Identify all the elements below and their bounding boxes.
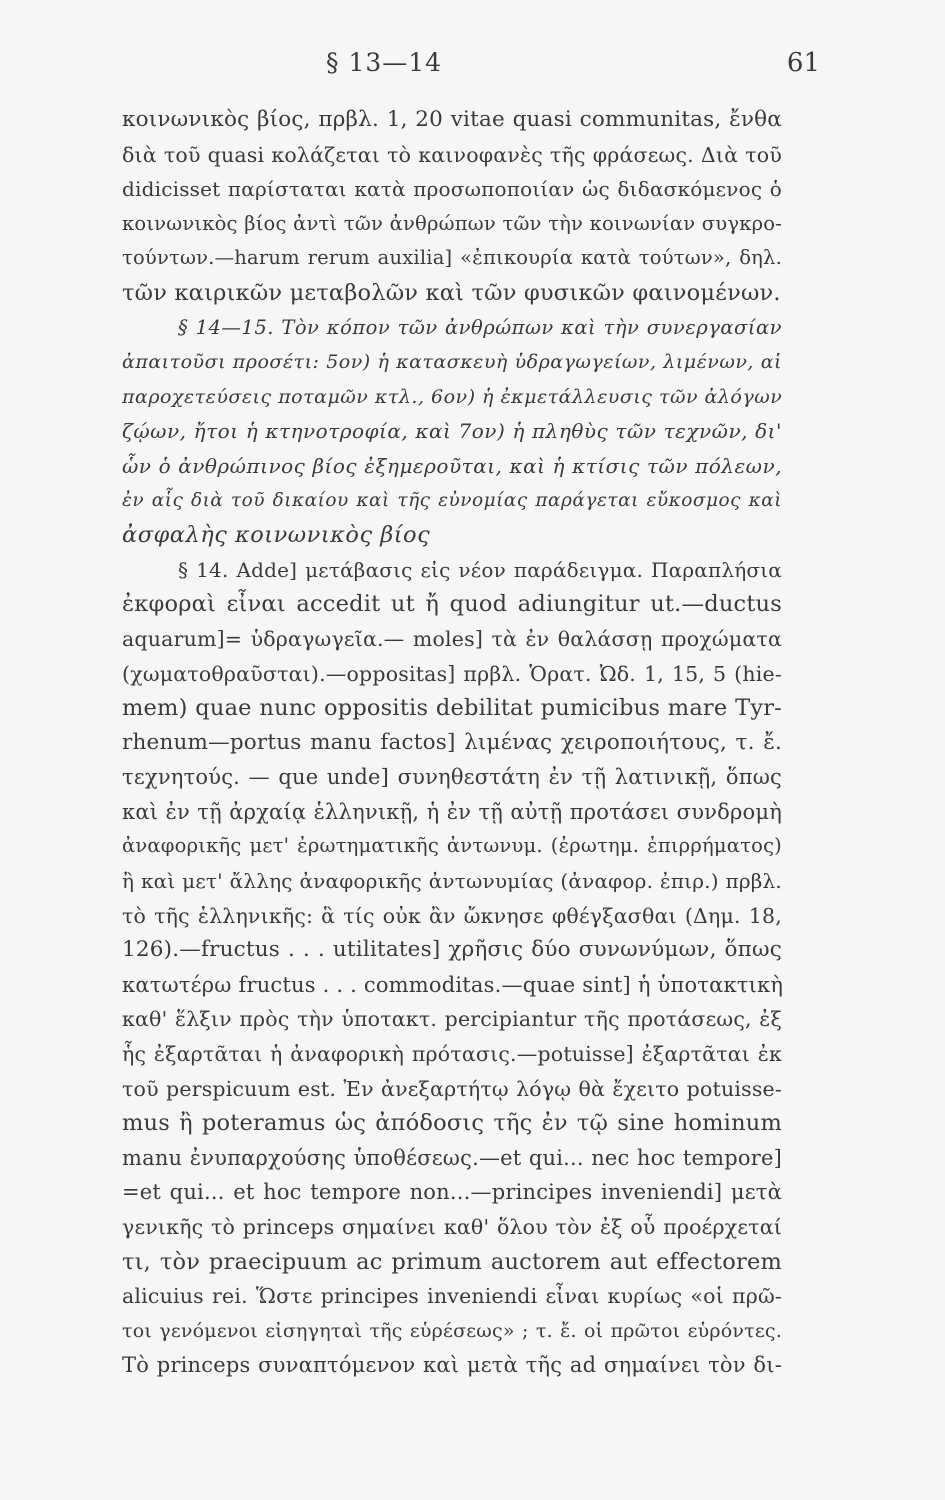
text-line: καὶ ἐν τῇ ἀρχαίᾳ ἑλληνικῇ, ἡ ἐν τῇ αὐτῇ προτάσει συνδρομὴ <box>122 799 782 824</box>
page-header <box>0 48 945 88</box>
text-line: § 14—15. Τὸν κόπον τῶν ἀνθρώπων καὶ τὴν συνεργασίαν <box>178 315 782 339</box>
text-line: τούντων.—harum rerum auxilia] «ἐπικουρία κατὰ τούτων», δηλ. <box>122 246 782 270</box>
text-line: τι, τὸν praecipuum ac primum auctorem aut effectorem <box>122 1248 782 1275</box>
page-number: 61 <box>786 48 820 78</box>
text-line: ὧν ὁ ἀνθρώπινος βίος ἐξημεροῦται, καὶ ἡ κτίσις τῶν πόλεων, <box>122 453 782 478</box>
text-line: γενικῆς τὸ princeps σημαίνει καθ' ὅλου τὸν ἐξ οὗ προέρχεταί <box>122 1215 782 1239</box>
text-line: ἀπαιτοῦσι προσέτι: 5ον) ἡ κατασκευὴ ὑδραγωγείων, λιμένων, αἱ <box>122 351 782 374</box>
text-line: alicuius rei. Ὥστε principes inveniendi εἶναι κυρίως «οἱ πρῶ- <box>122 1284 782 1309</box>
text-line: τοῦ perspicuum est. Ἐν ἀνεξαρτήτῳ λόγῳ θὰ ἔχειτο potuisse- <box>122 1076 782 1101</box>
text-line: ζῴων, ἤτοι ἡ κτηνοτροφία, καὶ 7ον) ἡ πληθὺς τῶν τεχνῶν, δι' <box>122 419 782 444</box>
text-line: ἀσφαλὴς κοινωνικὸς βίος <box>122 522 431 549</box>
text-line: παροχετεύσεις ποταμῶν κτλ., 6ον) ἡ ἐκμετάλλευσις τῶν ἀλόγων <box>122 385 783 408</box>
text-line: ἐν αἷς διὰ τοῦ δικαίου καὶ τῆς εὐνομίας παράγεται εὔκοσμος καὶ <box>122 489 782 511</box>
text-line: manu ἐνυπαρχούσης ὑποθέσεως.—et qui... nec hoc tempore] <box>122 1145 782 1170</box>
text-line: § 14. Adde] μετάβασις εἰς νέον παράδειγμα. Παραπλήσια <box>178 557 782 582</box>
text-line: ἢ καὶ μετ' ἄλλης ἀναφορικῆς ἀντωνυμίας (ἀναφορ. ἐπιρ.) πρβλ. <box>122 869 782 894</box>
text-line: (χωματοθραῦσται).—oppositas] πρβλ. Ὁρατ. Ὠδ. 1, 15, 5 (hie- <box>122 661 782 686</box>
text-line: κοινωνικὸς βίος ἀντὶ τῶν ἀνθρώπων τῶν τὴν κοινωνίαν συγκρο- <box>122 211 782 235</box>
section-reference: § 13—14 <box>326 48 443 77</box>
text-line: rhenum—portus manu factos] λιμένας χειροποιήτους, τ. ἔ. <box>122 729 782 755</box>
text-line: ἐκφοραὶ εἶναι accedit ut ἤ quod adiungitur ut.—ductus <box>122 591 782 618</box>
text-line: κοινωνικὸς βίος, πρβλ. 1, 20 vitae quasi communitas, ἔνθα <box>122 107 782 132</box>
text-line: τῶν καιρικῶν μεταβολῶν καὶ τῶν φυσικῶν φαινομένων. <box>122 279 781 306</box>
text-line: καθ' ἕλξιν πρὸς τὴν ὑποτακτ. percipiantur τῆς προτάσεως, ἐξ <box>122 1007 782 1032</box>
text-line: κατωτέρω fructus . . . commoditas.—quae sint] ἡ ὑποτακτικὴ <box>122 972 784 997</box>
text-line: Τὸ princeps συναπτόμενον καὶ μετὰ τῆς ad σημαίνει τὸν δι- <box>122 1353 782 1378</box>
text-line: τὸ τῆς ἑλληνικῆς: ἃ τίς οὐκ ἂν ὤκνησε φθέγξασθαι (Δημ. 18, <box>122 903 782 928</box>
text-line: mus ἢ poteramus ὡς ἀπόδοσις τῆς ἐν τῷ sine hominum <box>122 1110 782 1137</box>
text-line: ἧς ἐξαρτᾶται ἡ ἀναφορικὴ πρότασις.—potuisse] ἐξαρτᾶται ἐκ <box>122 1042 782 1067</box>
text-line: τεχνητούς. — que unde] συνηθεστάτη ἐν τῇ λατινικῇ, ὅπως <box>122 765 782 790</box>
text-line: didicisset παρίσταται κατὰ προσωποποιίαν ὡς διδασκόμενος ὁ <box>122 177 782 202</box>
text-line: mem) quae nunc oppositis debilitat pumicibus mare Tyr- <box>122 695 782 722</box>
text-line: aquarum]= ὑδραγωγεῖα.— moles] τὰ ἐν θαλάσσῃ προχώματα <box>122 626 782 651</box>
commentary-text <box>122 103 782 1383</box>
text-line: διὰ τοῦ quasi κολάζεται τὸ καινοφανὲς τῆς φράσεως. Διὰ τοῦ <box>122 142 782 167</box>
text-line: 126).—fructus . . . utilitates] χρῆσις δύο συνωνύμων, ὅπως <box>122 937 782 963</box>
text-line: =et qui... et hoc tempore non...—principes inveniendi] μετὰ <box>122 1180 782 1205</box>
text-line: τοι γενόμενοι εἰσηγηταὶ τῆς εὑρέσεως» ; τ. ἔ. οἱ πρῶτοι εὑρόντες. <box>122 1319 782 1342</box>
text-line: ἀναφορικῆς μετ' ἐρωτηματικῆς ἀντωνυμ. (ἐρωτημ. ἐπιρρήματος) <box>122 834 782 858</box>
